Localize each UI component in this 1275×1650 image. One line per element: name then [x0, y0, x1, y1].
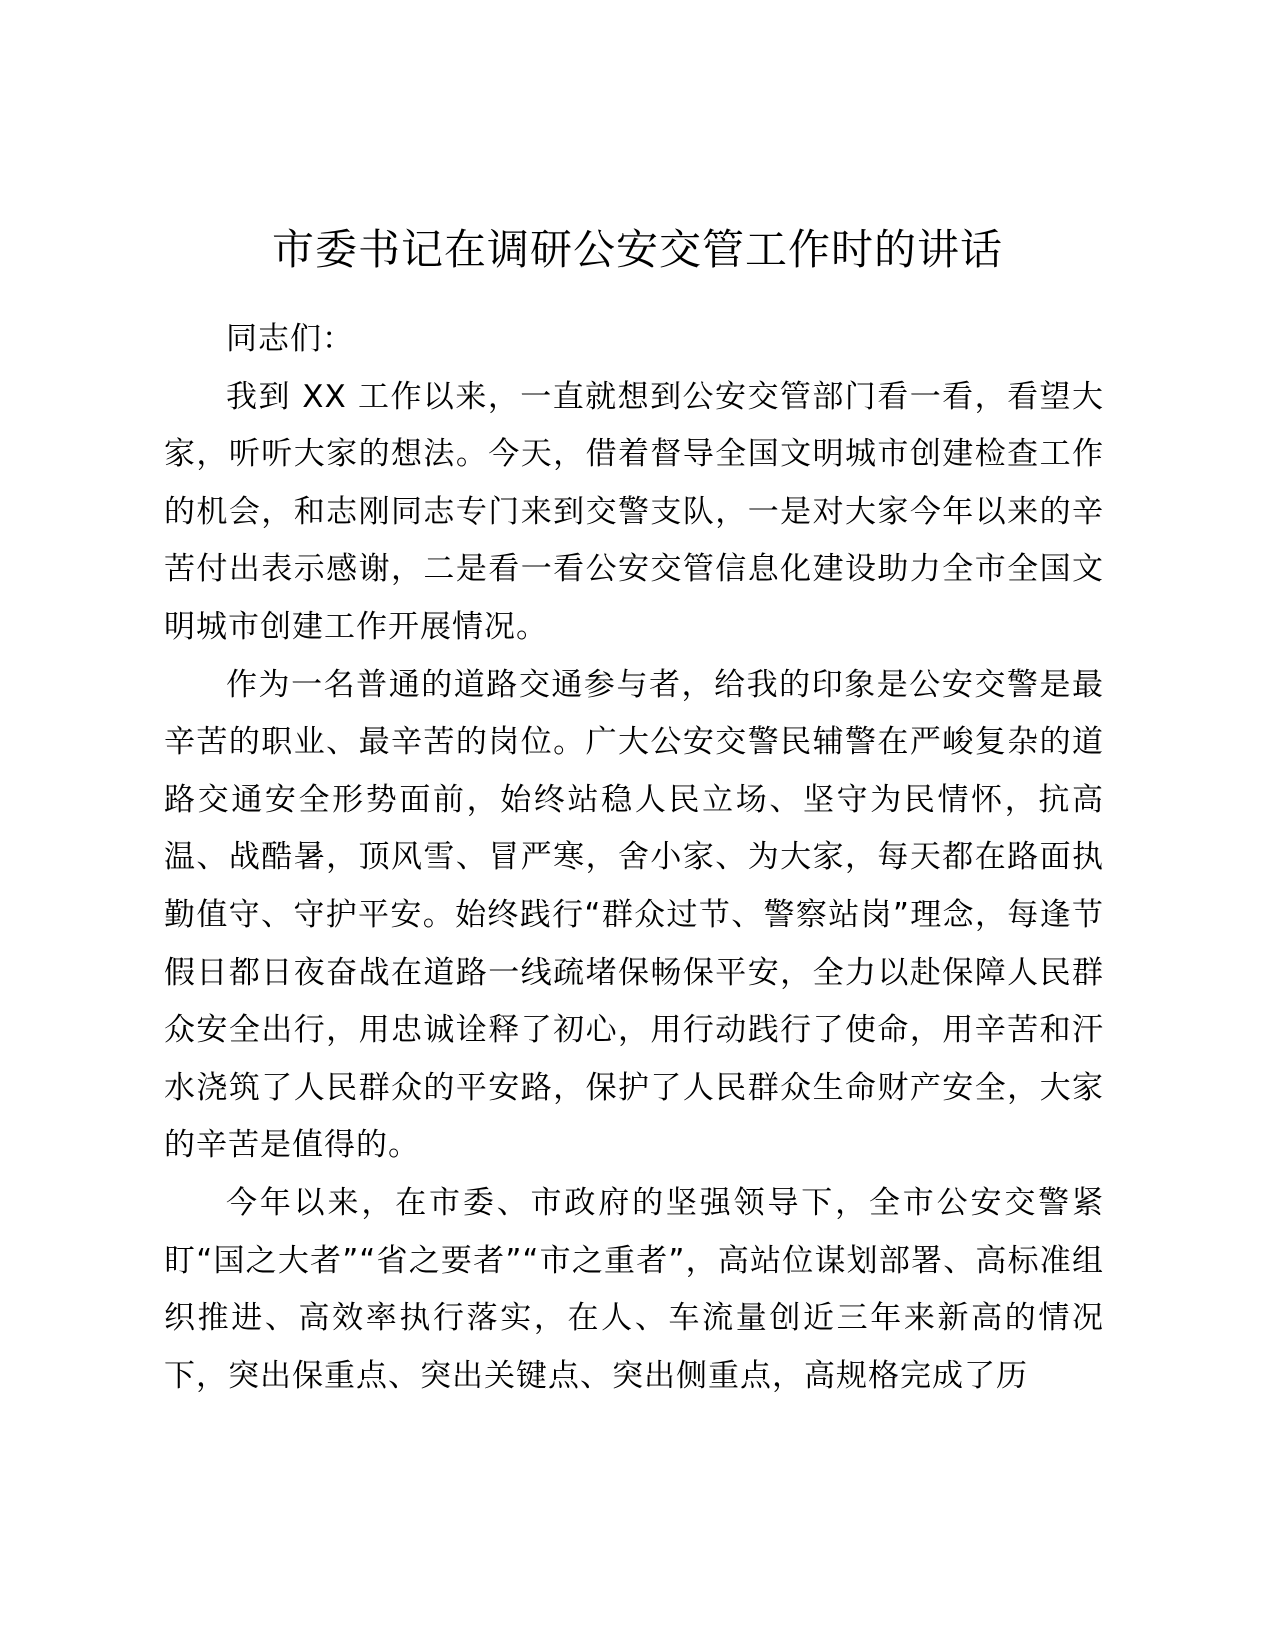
salutation: 同志们： [226, 321, 354, 357]
paragraph-3: 今年以来，在市委、市政府的坚强领导下，全市公安交警紧盯“国之大者”“省之要者”“市之重者”，高站位谋划部署、高标准组织推进、高效率执行落实，在人、车流量创近三年来新高的情况下，突出保重点、突出关键点、突出侧重点，高规格完成了历 [164, 1184, 1104, 1394]
document-body [164, 311, 1104, 1405]
document-title: 市委书记在调研公安交管工作时的讲话 [271, 225, 1003, 274]
paragraph-2: 作为一名普通的道路交通参与者，给我的印象是公安交警是最辛苦的职业、最辛苦的岗位。广大公安交警民辅警在严峻复杂的道路交通安全形势面前，始终站稳人民立场、坚守为民情怀，抗高温、战酷暑，顶风雪、冒严寒，舍小家、为大家，每天都在路面执勤值守、守护平安。始终践行“群众过节、警察站岗”理念，每逢节假日都日夜奋战在道路一线疏堵保畅保平安，全力以赴保障人民群众安全出行，用忠诚诠释了初心，用行动践行了使命，用辛苦和汗水浇筑了人民群众的平安路，保护了人民群众生命财产安全，大家的辛苦是值得的。 [164, 666, 1104, 1164]
paragraph-1: 我到 XX 工作以来，一直就想到公安交管部门看一看，看望大家，听听大家的想法。今天，借着督导全国文明城市创建检查工作的机会，和志刚同志专门来到交警支队，一是对大家今年以来的辛苦付出表示感谢，二是看一看公安交管信息化建设助力全市全国文明城市创建工作开展情况。 [164, 378, 1104, 645]
